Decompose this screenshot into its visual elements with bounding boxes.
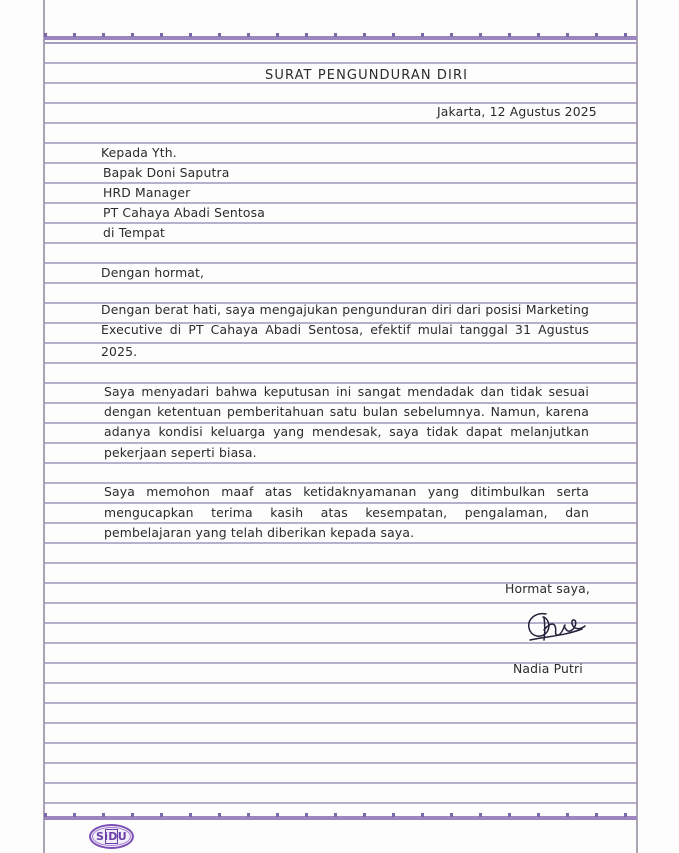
recipient-line-2: Bapak Doni Saputra [103, 165, 230, 180]
paragraph-1-line-2: Executive di PT Cahaya Abadi Sentosa, efektif mulai tanggal 31 Agustus [101, 322, 589, 337]
paragraph-2-line-3: adanya kondisi keluarga yang mendesak, saya tidak dapat melanjutkan [104, 424, 589, 439]
paragraph-3-line-1: Saya memohon maaf atas ketidaknyamanan yang ditimbulkan serta [104, 484, 589, 499]
paragraph-2-line-4: pekerjaan seperti biasa. [104, 445, 257, 460]
letter-title: SURAT PENGUNDURAN DIRI [265, 68, 469, 83]
handwritten-signature [516, 608, 596, 648]
paragraph-3-line-2: mengucapkan terima kasih atas kesempatan, pengalaman, dan [104, 505, 589, 520]
paragraph-1-line-3: 2025. [101, 344, 138, 359]
recipient-line-4: PT Cahaya Abadi Sentosa [103, 205, 265, 220]
closing-line: Hormat saya, [505, 581, 590, 596]
paragraph-3-line-3: pembelajaran yang telah diberikan kepada saya. [104, 525, 415, 540]
salutation: Dengan hormat, [101, 265, 205, 280]
paragraph-2-line-2: dengan ketentuan pemberitahuan satu bulan sebelumnya. Namun, karena [104, 404, 589, 419]
signature-name: Nadia Putri [513, 661, 583, 676]
recipient-line-1: Kepada Yth. [101, 145, 177, 160]
date-line: Jakarta, 12 Agustus 2025 [437, 104, 597, 119]
recipient-line-3: HRD Manager [103, 185, 191, 200]
logo-text: SiDU [96, 830, 127, 843]
recipient-line-5: di Tempat [103, 225, 166, 240]
sidu-logo [89, 824, 134, 849]
paragraph-2-line-1: Saya menyadari bahwa keputusan ini sangat mendadak dan tidak sesuai [104, 384, 589, 399]
paragraph-1-line-1: Dengan berat hati, saya mengajukan pengunduran diri dari posisi Marketing [101, 302, 589, 317]
